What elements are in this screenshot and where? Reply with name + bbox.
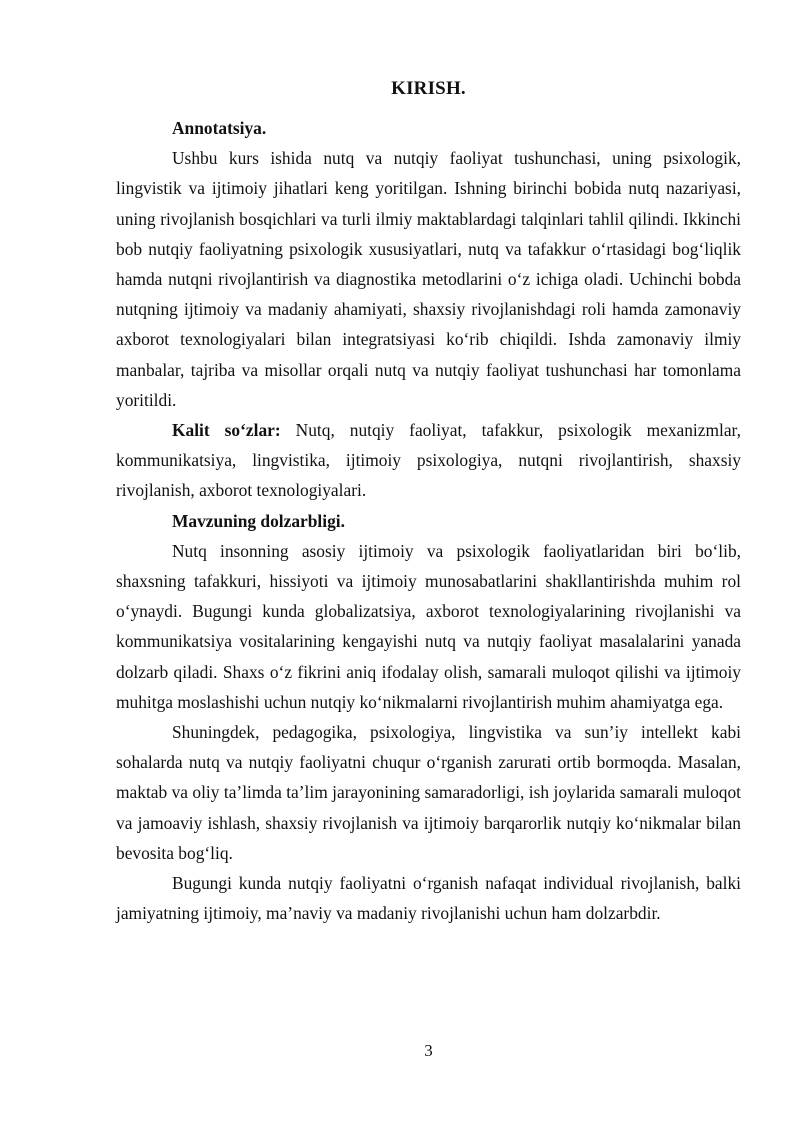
page-title: KIRISH. bbox=[391, 78, 466, 99]
relevance-paragraph-3: Bugungi kunda nutqiy faoliyatni o‘rganish nafaqat individual rivojlanish, balki jamiyatning ijtimoiy, ma’naviy va madaniy rivojlanishi uchun ham dolzarbdir. bbox=[116, 873, 741, 924]
relevance-paragraph-1: Nutq insonning asosiy ijtimoiy va psixologik faoliyatlaridan biri bo‘lib, shaxsning tafakkuri, hissiyoti va ijtimoiy munosabatlarini shakllantirishda muhim rol o‘ynaydi. Bugungi kunda globalizatsiya, axborot texnologiyalarining rivojlanishi va kommunikatsiya vositalarining kengayishi nutq va nutqiy faoliyat masalalarini yanada dolzarb qiladi. Shaxs o‘z fikrini aniq ifodalay olish, samarali muloqot qilishi va ijtimoiy muhitga moslashishi uchun nutqiy ko‘nikmalarni rivojlantirish muhim ahamiyatga ega. bbox=[116, 540, 741, 712]
keywords-text: Nutq, nutqiy faoliyat, tafakkur, psixologik mexanizmlar, kommunikatsiya, lingvistika, ijtimoiy psixologiya, nutqni rivojlantirish, shaxsiy rivojlanish, axborot texnologiyalari. bbox=[116, 420, 741, 501]
annotation-paragraph: Ushbu kurs ishida nutq va nutqiy faoliyat tushunchasi, uning psixologik, lingvistik va ijtimoiy jihatlari keng yoritilgan. Ishning birinchi bobida nutq nazariyasi, uning rivojlanish bosqichlari va turli ilmiy maktablardagi talqinlari tahlil qilindi. Ikkinchi bob nutqiy faoliyatning psixologik xususiyatlari, nutq va tafakkur o‘rtasidagi bog‘liqlik hamda nutqni rivojlantirish va diagnostika metodlarini o‘z ichiga oladi. Uchinchi bobda nutqning ijtimoiy va madaniy ahamiyati, shaxsiy rivojlanishdagi roli hamda zamonaviy axborot texnologiyalari bilan integratsiyasi ko‘rib chiqildi. Ishda zamonaviy ilmiy manbalar, tajriba va misollar orqali nutq va nutqiy faoliyat tushunchasi har tomonlama yoritildi. bbox=[116, 148, 741, 410]
relevance-heading: Mavzuning dolzarbligi. bbox=[172, 510, 345, 531]
annotation-heading: Annotatsiya. bbox=[172, 118, 267, 138]
page-number: 3 bbox=[424, 1041, 433, 1060]
keywords-paragraph bbox=[116, 415, 741, 506]
document-body bbox=[116, 113, 741, 928]
relevance-paragraph-2: Shuningdek, pedagogika, psixologiya, lingvistika va sun’iy intellekt kabi sohalarda nutq va nutqiy faoliyatni chuqur o‘rganish zarurati ortib bormoqda. Masalan, maktab va oliy ta’limda ta’lim jarayonining samaradorligi, ish joylarida samarali muloqot va jamoaviy ishlash, shaxsiy rivojlanish va ijtimoiy barqarorlik nutqiy ko‘nikmalar bilan bevosita bog‘liq. bbox=[116, 722, 741, 863]
keywords-label: Kalit so‘zlar: bbox=[172, 420, 281, 441]
